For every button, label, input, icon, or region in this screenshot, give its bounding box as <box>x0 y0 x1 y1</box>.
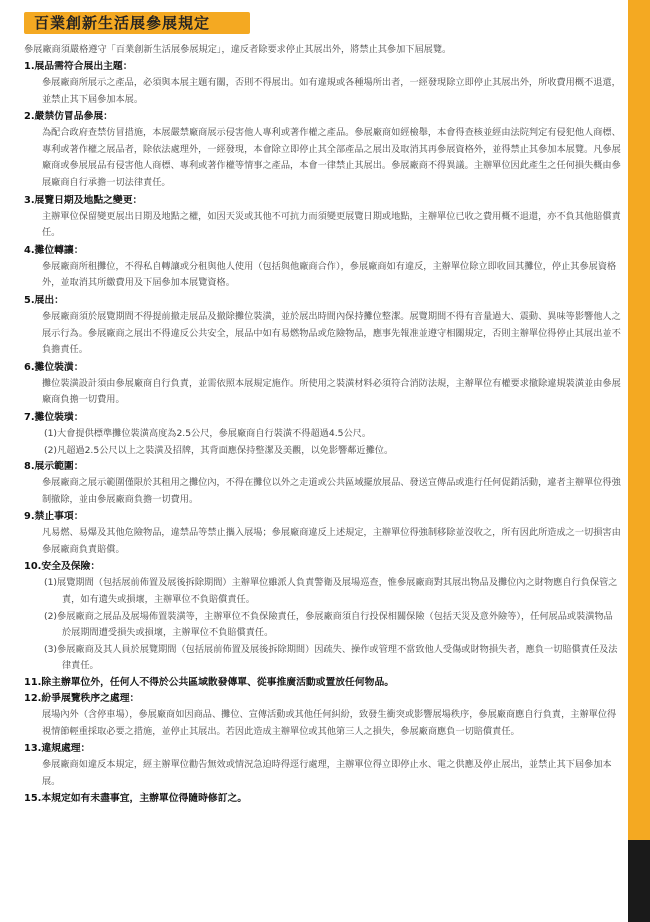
rules-content <box>24 42 622 807</box>
page-title: 百業創新生活展參展規定 <box>34 14 211 32</box>
section-text: 參展廠商之展示範圍僅限於其租用之攤位內，不得在攤位以外之走道或公共區域擺放展品、發送宣傳品或進行任何促銷活動，違者主辦單位得強制撤除，並由參展廠商負擔一切費用。 <box>42 477 621 505</box>
section-text: 攤位裝潢設計須由參展廠商自行負責，並需依照本展規定施作。所使用之裝潢材料必須符合消防法規，主辦單位有權要求撤除違規裝潢並由參展廠商負擔一切費用。 <box>42 377 621 406</box>
section-subitem: (3)參展廠商及其人員於展覽期間（包括展前佈置及展後拆除期間）因疏失、操作或管理不當致他人受傷或財物損失者，應負一切賠償責任及法律責任。 <box>44 643 618 672</box>
section-text: 參展廠商所租攤位，不得私自轉讓或分租與他人使用（包括與他廠商合作），參展廠商如有違反，主辦單位除立即收回其攤位，停止其參展資格外，並取消其所繳費用及下屆參加本展覽資格。 <box>42 260 617 289</box>
section-heading: 12.紛爭展覽秩序之處理： <box>24 693 140 705</box>
section-text: 主辦單位保留變更展出日期及地點之權，如因天災或其他不可抗力而須變更展覽日期或地點，主辦單位已收之費用概不退還，亦不負其他賠償責任。 <box>42 210 621 239</box>
side-accent-bar <box>628 0 650 922</box>
section-subitem: (1)展覽期間（包括展前佈置及展後拆除期間）主辦單位雖派人負責警衛及展場巡查，惟參展廠商對其展出物品及攤位內之財物應自行負保管之責，如有遺失或損壞，主辦單位不負賠償責任。 <box>44 577 618 606</box>
section-text: 參展廠商如違反本規定，經主辦單位勸告無效或情況急迫時得逕行處理，主辦單位得立即停止水、電之供應及停止展出，並禁止其下屆參加本展。 <box>42 759 612 787</box>
section-heading: 3.展覽日期及地點之變更： <box>24 194 143 206</box>
intro-paragraph: 參展廠商須嚴格遵守「百業創新生活展參展規定」，違反者除要求停止其展出外，將禁止其參加下屆展覽。 <box>24 44 452 55</box>
section-subitem: (1)大會提供標準攤位裝潢高度為2.5公尺，參展廠商自行裝潢不得超過4.5公尺。 <box>44 427 372 439</box>
section-heading: 7.攤位裝璜： <box>24 411 84 423</box>
section-heading: 11.除主辦單位外，任何人不得於公共區域散發傳單、從事推廣活動或置放任何物品。 <box>24 677 395 689</box>
section-subitem: (2)參展廠商之展品及展場佈置裝潢等，主辦單位不負保險責任，參展廠商須自行投保相關保險（包括天災及意外險等），任何展品或裝潢物品於展期間遭受損失或損壞，主辦單位不負賠償責任。 <box>44 610 613 639</box>
section-text: 凡易燃、易爆及其他危險物品，違禁品等禁止攜入展場；參展廠商違反上述規定，主辦單位得強制移除並沒收之，所有因此所造成之一切損害由參展廠商負責賠償。 <box>42 527 621 555</box>
side-dark-tab <box>628 840 650 922</box>
rules-sections <box>24 59 622 807</box>
section-text: 參展廠商須於展覽期間不得提前撤走展品及撤除攤位裝潢，並於展出時間內保持攤位整潔。展覽期間不得有音量過大、震動、異味等影響他人之展示行為。參展廠商之展出不得違反公共安全，展品中如有易燃物品或危險物品，應事先報准並遵守相關規定，否則主辦單位得停止其展出並不負擔責任。 <box>42 310 621 356</box>
section-text: 參展廠商所展示之產品，必須與本展主題有關，否則不得展出。如有違規或各種場所出者，一經發現除立即停止其展出外，所收費用概不退還，並禁止其下屆參加本展。 <box>42 77 621 105</box>
section-text: 展場內外（含停車場），參展廠商如因商品、攤位、宣傳活動或其他任何糾紛，致發生衝突或影響展場秩序，參展廠商應自行負責，主辦單位得視情節輕重採取必要之措施，並停止其展出。若因此造成主辦單位或其他第三人之損失，參展廠商應負一切賠償責任。 <box>42 709 617 737</box>
section-heading: 10.安全及保險： <box>24 561 101 573</box>
section-heading: 15.本規定如有未盡事宜，主辦單位得隨時修訂之。 <box>24 793 248 805</box>
section-heading: 5.展出： <box>24 294 64 306</box>
section-heading: 9.禁止事項： <box>24 511 84 523</box>
section-heading: 8.展示範圍： <box>24 461 84 473</box>
section-heading: 6.攤位裝潢： <box>24 361 84 373</box>
section-heading: 1.展品需符合展出主題： <box>24 61 133 72</box>
section-subitem: (2)凡超過2.5公尺以上之裝潢及招牌，其背面應保持整潔及美觀，以免影響鄰近攤位。 <box>44 444 394 456</box>
section-heading: 4.攤位轉讓： <box>24 244 84 256</box>
section-heading: 13.違規處理： <box>24 743 91 755</box>
section-text: 為配合政府查禁仿冒措施，本展嚴禁廠商展示侵害他人專利或著作權之產品。參展廠商如經檢舉，本會得查核並經由法院判定有侵犯他人商標、專利或著作權之展品者，除依法處理外，一經發現，本會除立即停止其全部產品之展出及取消其再參展資格外，並得禁止其參加本展覽。凡參展廠商或參展展品有侵害他人商標、專利或著作權等情事之產品，本會一律禁止其展出。參展廠商不得異議。主辦單位因此產生之任何損失概由參展廠商自行承擔一切法律責任。 <box>42 127 621 188</box>
section-heading: 2.嚴禁仿冒品參展： <box>24 111 113 123</box>
